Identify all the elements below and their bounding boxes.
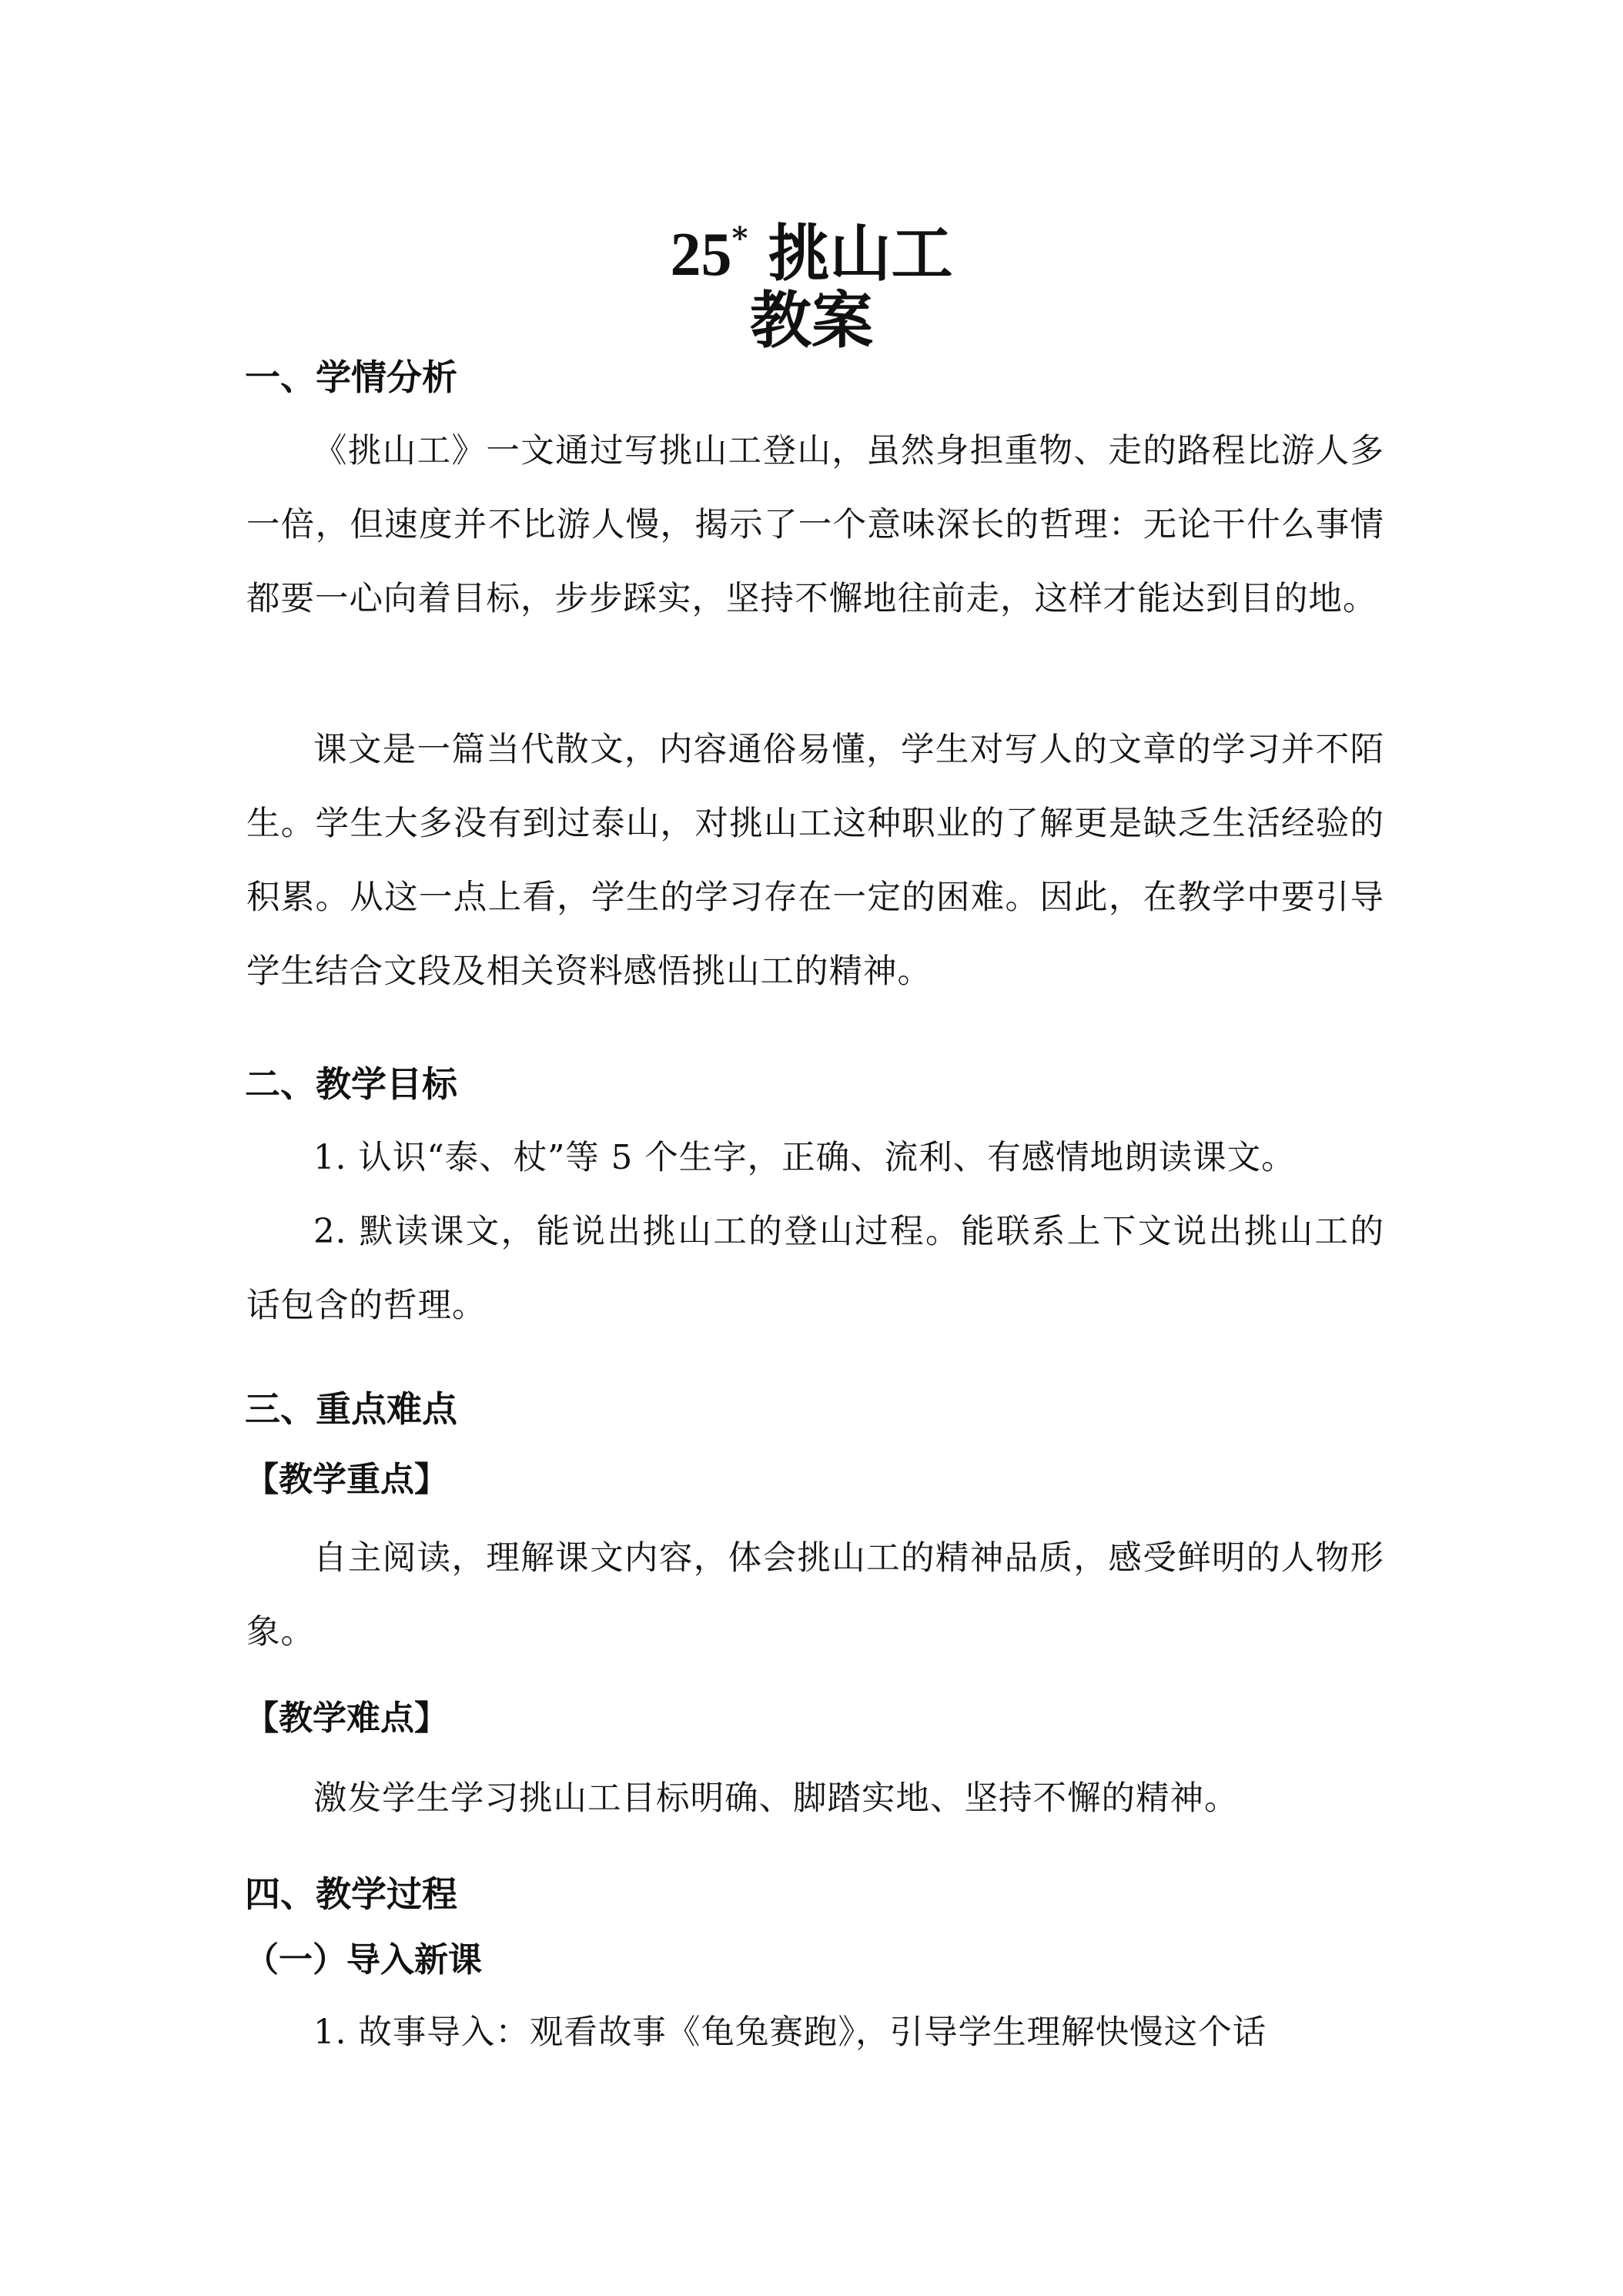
objective-item-2: 2. 默读课文，能说出挑山工的登山过程。能联系上下文说出挑山工的话包含的哲理。	[246, 1213, 1384, 1325]
paragraph-difficulty: 激发学生学习挑山工目标明确、脚踏实地、坚持不懈的精神。	[313, 1779, 1239, 1818]
document-subtitle: 教案	[750, 284, 873, 356]
process-item-1: 1. 故事导入：观看故事《龟兔赛跑》，引导学生理解快慢这个话	[313, 2013, 1267, 2052]
section-heading-key-points: 三、重点难点	[245, 1388, 457, 1430]
sub-heading-difficulty: 【教学难点】	[245, 1699, 448, 1738]
lesson-name: 挑山工	[768, 217, 953, 290]
paragraph-analysis-1: 《挑山工》一文通过写挑山工登山，虽然身担重物、走的路程比游人多一倍，但速度并不比游人慢，揭示了一个意味深长的哲理：无论干什么事情都要一心向着目标，步步踩实，坚持不懈地往前走，这样才能达到目的地。	[246, 432, 1384, 618]
sub-heading-key-point: 【教学重点】	[245, 1460, 448, 1499]
section-heading-process: 四、教学过程	[245, 1873, 457, 1915]
lesson-number: 25	[670, 221, 732, 289]
paragraph-key-point: 自主阅读，理解课文内容，体会挑山工的精神品质，感受鲜明的人物形象。	[246, 1539, 1384, 1652]
lesson-title	[0, 202, 1623, 292]
optional-lesson-mark: *	[731, 220, 748, 256]
section-heading-analysis: 一、学情分析	[245, 356, 457, 398]
paragraph-analysis-2: 课文是一篇当代散文，内容通俗易懂，学生对写人的文章的学习并不陌生。学生大多没有到过泰山，对挑山工这种职业的了解更是缺乏生活经验的积累。从这一点上看，学生的学习存在一定的困难。因此，在教学中要引导学生结合文段及相关资料感悟挑山工的精神。	[246, 731, 1384, 991]
sub-heading-introduction: （一）导入新课	[245, 1940, 482, 1980]
section-heading-objectives: 二、教学目标	[245, 1063, 457, 1105]
objective-item-1: 1. 认识“泰、杖”等 5 个生字，正确、流利、有感情地朗读课文。	[313, 1139, 1296, 1177]
